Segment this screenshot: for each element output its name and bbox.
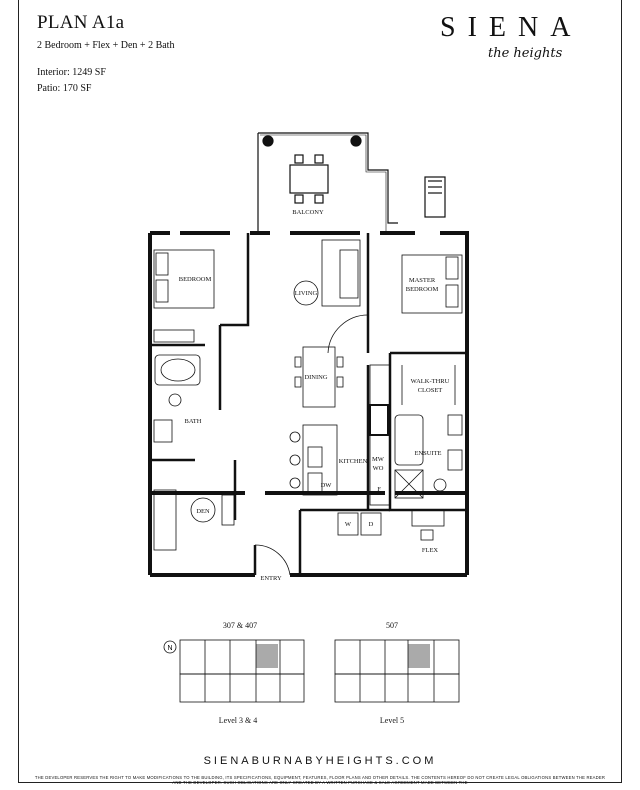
north-icon: N <box>167 645 173 652</box>
label-mw: MW <box>372 456 384 463</box>
floor-plan <box>140 125 480 585</box>
label-den: DEN <box>196 508 210 515</box>
label-flex: FLEX <box>421 547 439 554</box>
website-url: SIENABURNABYHEIGHTS.COM <box>203 755 437 767</box>
label-walk-1: WALK-THRU <box>410 378 450 385</box>
label-dining: DINING <box>304 374 328 381</box>
label-balcony: BALCONY <box>292 209 324 216</box>
plan-subtitle: 2 Bedroom + Flex + Den + 2 Bath <box>37 40 175 51</box>
label-w: W <box>344 521 352 528</box>
keyplan-units-2: 507 <box>386 621 398 630</box>
interior-area: Interior: 1249 SF <box>37 67 106 78</box>
brand-tagline: the heights <box>488 46 563 61</box>
label-bath: BATH <box>184 418 202 425</box>
label-entry: ENTRY <box>260 575 282 582</box>
label-wo: WO <box>372 465 384 472</box>
keyplan-units-1: 307 & 407 <box>222 621 258 630</box>
keyplan-level-5 <box>330 632 480 712</box>
keyplan-level-1: Level 3 & 4 <box>218 716 258 725</box>
keyplan-level-2: Level 5 <box>379 716 405 725</box>
label-living: LIVING <box>294 290 318 297</box>
keyplan-level-3-4 <box>160 632 310 712</box>
label-kitchen: KITCHEN <box>338 458 368 465</box>
disclaimer-text: THE DEVELOPER RESERVES THE RIGHT TO MAKE MODIFICATIONS TO THE BUILDING, ITS SPECIFICATIONS, EQUIPMENT, FEATURES, FLOOR PLANS AND OTHER DETAILS. THE CONTENTS HEREOF DO NOT CREATE LEGAL OBLIGATIONS BETWEEN THE READER AND THE DEVELOPER. SUCH OBLIGATIONS ARE ONLY CREATED BY A WRITTEN PURCHASE & SALE AGREEMENT MADE BETWEEN THE <box>34 775 606 785</box>
label-ensuite: ENSUITE <box>414 450 442 457</box>
label-bedroom: BEDROOM <box>178 276 212 283</box>
label-master-2: BEDROOM <box>405 286 439 293</box>
plan-title: PLAN A1a <box>37 12 125 33</box>
label-walk-2: CLOSET <box>417 387 443 394</box>
label-dw: DW <box>320 482 332 489</box>
label-f: F <box>377 486 381 493</box>
brand-logo: SIENA <box>440 12 583 43</box>
label-master-1: MASTER <box>408 277 436 284</box>
patio-area: Patio: 170 SF <box>37 83 92 94</box>
label-d: D <box>368 521 374 528</box>
